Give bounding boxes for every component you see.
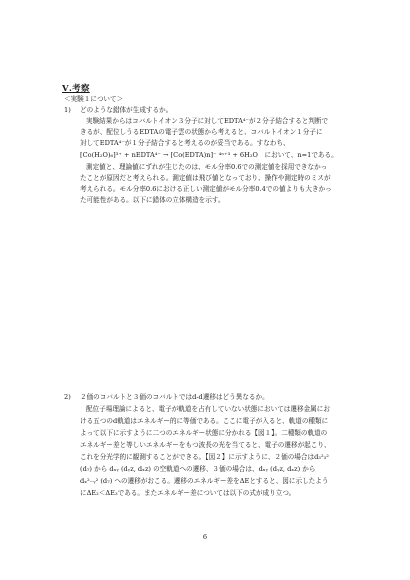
q2-line-4: エネルギー差と等しいエネルギーをもつ波長の光を当てると、電子の遷移が起こり、 [80, 441, 331, 449]
q2-line-7: dₓ²₋ᵧ² (d₇) への遷移がおこる。遷移のエネルギー差をΔEとすると、図に示したよう [80, 477, 329, 485]
q1-line-2: きるが、配位しうるEDTAの電子雲の状態から考えると、コバルトイオン１分子に [80, 128, 323, 136]
q2-line-6: (d₇) から dₓᵧ (dᵧz, dₓz) の空軌道への遷移、３価の場合は、dₓᵧ (dᵧz, dₓz) から [80, 465, 316, 473]
q1-equation: [Co(H₂O)₆]³⁺ + nEDTA⁴⁻ → [Co(EDTA)n]⁻ ⁴ⁿ⁺³ + 6H₂O において、n=1である。 [80, 151, 338, 159]
q1-heading: どのような錯体が生成するか。 [80, 106, 173, 114]
section-title: Ⅴ.考察 [62, 84, 90, 94]
q2-line-1: 配位子場理論によると、電子が軌道を占有していない状態においては遷移金属にお [86, 405, 330, 413]
q1-line-6: たことが原因だと考えられる。測定値は飛び値となっており、操作や測定時のミスが [80, 174, 331, 182]
q1-number: 1) [64, 106, 71, 114]
experiment-heading: ＜実験１について＞ [64, 95, 124, 103]
q1-line-8: た可能性がある。以下に錯体の立体構造を示す。 [80, 196, 225, 204]
q1-line-1: 実験結果からはコバルトイオン３分子に対してEDTA⁴⁻が２分子結合すると判断で [86, 117, 329, 125]
q2-line-2: ける五つのd軌道はエネルギー的に等価である。ここに電子が入ると、軌道の種類に [80, 417, 329, 425]
page-number: 6 [202, 533, 208, 541]
q2-line-8: にΔE₂＜ΔE₃である。またエネルギー差については以下の式が成り立つ。 [80, 489, 296, 497]
q2-line-3: よって以下に示すように二つのエネルギー状態に分かれる【図１】。二種類の軌道の [80, 429, 328, 437]
q2-number: 2) [64, 393, 71, 401]
q1-line-3: 対してEDTA⁴⁻が１分子結合すると考えるのが妥当である。すなわち、 [80, 139, 290, 147]
q1-line-7: 考えられる。モル分率0.6における正しい測定値がモル分率0.4での値よりも大きかっ [80, 185, 332, 193]
q2-heading: ２価のコバルトと３価のコバルトではd-d遷移はどう異なるか。 [80, 393, 269, 401]
q1-line-5: 測定値と、理論値にずれが生じたのは、モル分率0.6での測定値を採用できなかっ [86, 163, 328, 171]
q2-line-5: これを分光学的に観測することができる。【図２】に示すように、２価の場合はd₃²₃² [80, 453, 329, 461]
